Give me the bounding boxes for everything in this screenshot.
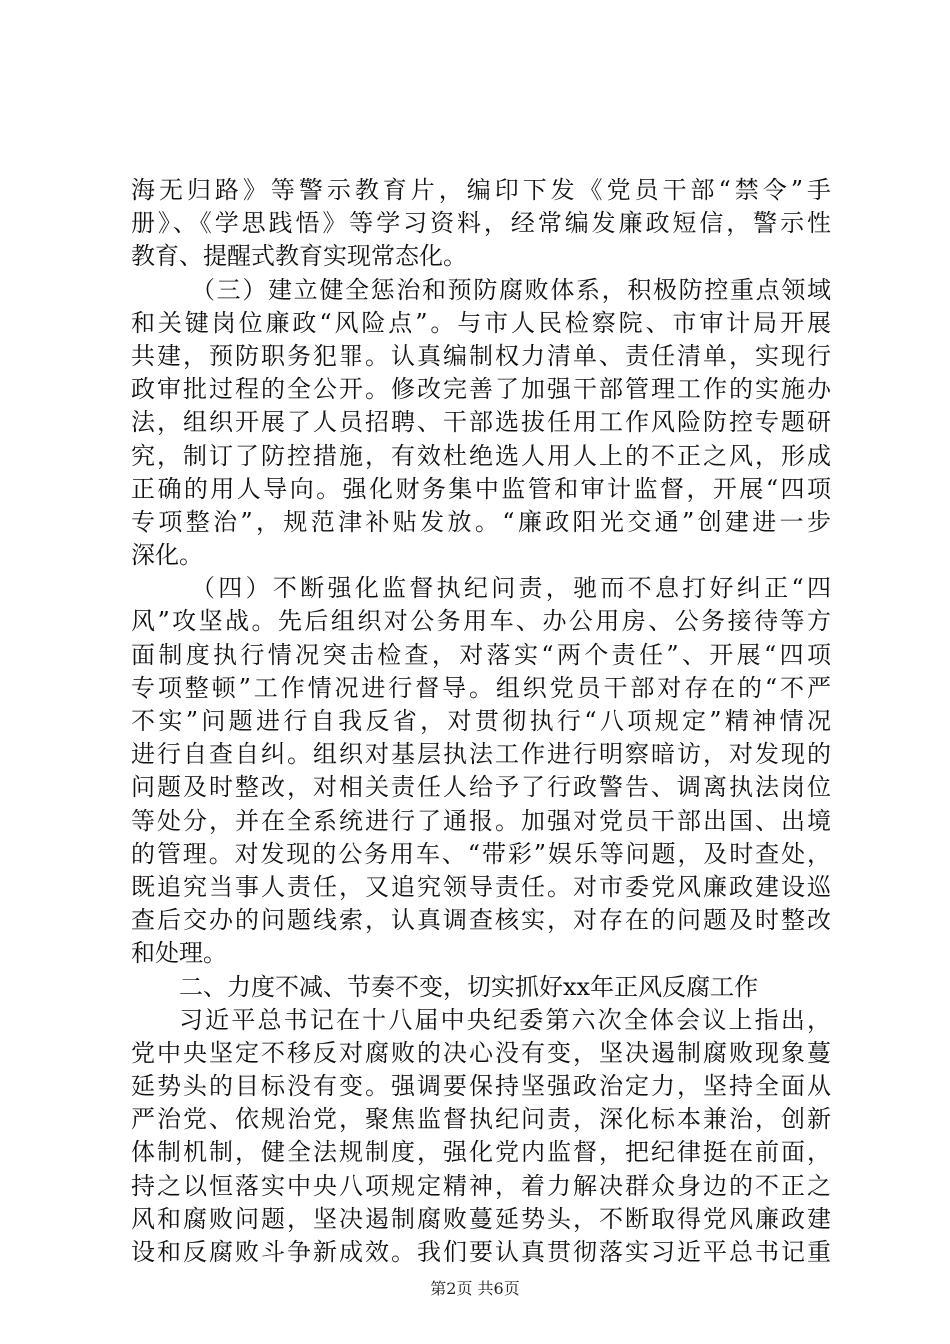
text-line: 持之以恒落实中央八项规定精神，着力解决群众身边的不正之 [131, 1171, 831, 1200]
text-line: 等处分，并在全系统进行了通报。加强对党员干部出国、出境 [131, 806, 831, 835]
text-line: 究，制订了防控措施，有效杜绝选人用人上的不正之风，形成 [131, 441, 831, 470]
text-line: 专项整治”，规范津补贴发放。“廉政阳光交通”创建进一步 [131, 507, 831, 536]
text-line: 专项整顿”工作情况进行督导。组织党员干部对存在的“不严 [131, 673, 831, 702]
text-line: 不实”问题进行自我反省，对贯彻执行“八项规定”精神情况 [131, 707, 831, 735]
text-line: 严治党、依规治党，聚焦监督执纪问责，深化标本兼治，创新 [131, 1105, 831, 1134]
page-number: 第2页 共6页 [430, 1279, 520, 1298]
text-line: 教育、提醒式教育实现常态化。 [131, 242, 467, 271]
text-line: 和关键岗位廉政“风险点”。与市人民检察院、市审计局开展 [131, 308, 831, 337]
text-line: 海无归路》等警示教育片，编印下发《党员干部“禁令”手 [131, 176, 831, 204]
text-line: 既追究当事人责任，又追究领导责任。对市委党风廉政建设巡 [131, 872, 831, 901]
text-line: 设和反腐败斗争新成效。我们要认真贯彻落实习近平总书记重 [131, 1238, 831, 1266]
text-line: 风和腐败问题，坚决遏制腐败蔓延势头，不断取得党风廉政建 [131, 1204, 831, 1233]
text-line: 共建，预防职务犯罪。认真编制权力清单、责任清单，实现行 [131, 341, 831, 370]
text-line: 法，组织开展了人员招聘、干部选拔任用工作风险防控专题研 [131, 408, 831, 437]
text-line: 查后交办的问题线索，认真调查核实，对存在的问题及时整改 [131, 906, 831, 935]
text-line: 册》、《学思践悟》等学习资料，经常编发廉政短信，警示性 [131, 209, 831, 238]
paragraph-start-line: （三）建立健全惩治和预防腐败体系，积极防控重点领域 [191, 275, 831, 304]
text-line: 党中央坚定不移反对腐败的决心没有变，坚决遏制腐败现象蔓 [131, 1038, 831, 1067]
text-line: 问题及时整改，对相关责任人给予了行政警告、调离执法岗位 [131, 773, 831, 802]
text-line: 政审批过程的全公开。修改完善了加强干部管理工作的实施办 [131, 375, 831, 404]
page-footer [0, 1279, 950, 1299]
document-body [131, 174, 831, 1269]
text-line: 深化。 [131, 541, 203, 570]
text-line: 风”攻坚战。先后组织对公务用车、办公用房、公务接待等方 [131, 607, 831, 636]
text-line: 正确的用人导向。强化财务集中监管和审计监督，开展“四项 [131, 474, 831, 503]
text-line: 延势头的目标没有变。强调要保持坚强政治定力，坚持全面从 [131, 1072, 831, 1101]
text-line: 面制度执行情况突击检查，对落实“两个责任”、开展“四项 [131, 640, 831, 669]
paragraph-start-line: （四）不断强化监督执纪问责，驰而不息打好纠正“四 [191, 574, 831, 603]
text-line: 的管理。对发现的公务用车、“带彩”娱乐等问题，及时查处， [131, 839, 831, 868]
section-heading: 二、力度不减、节奏不变，切实抓好xx年正风反腐工作 [179, 972, 759, 1001]
text-line: 和处理。 [131, 939, 227, 968]
paragraph-start-line: 习近平总书记在十八届中央纪委第六次全体会议上指出， [179, 1005, 831, 1034]
text-line: 进行自查自纠。组织对基层执法工作进行明察暗访，对发现的 [131, 740, 831, 769]
text-line: 体制机制，健全法规制度，强化党内监督，把纪律挺在前面， [131, 1138, 831, 1167]
